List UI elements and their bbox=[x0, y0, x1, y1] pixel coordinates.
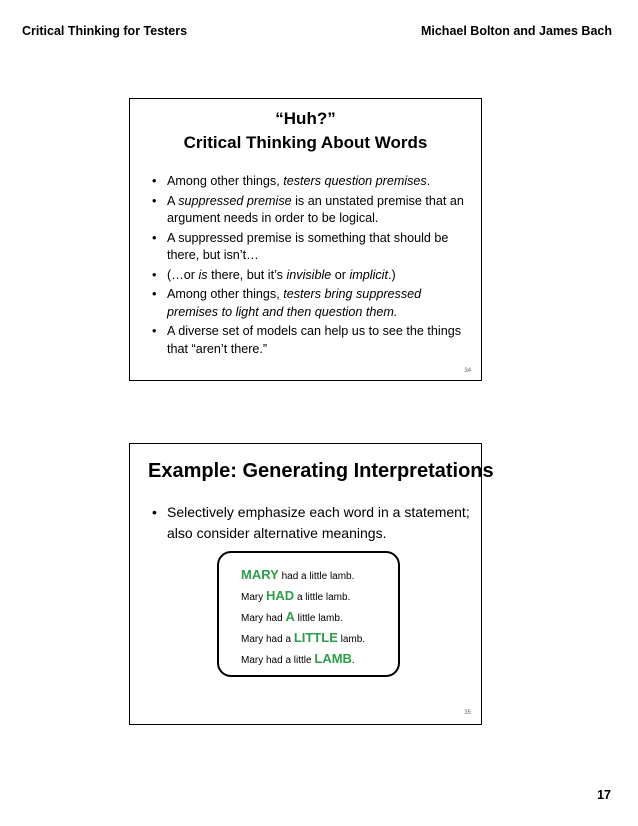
line-text-before: Mary had a little bbox=[241, 655, 315, 666]
emphasized-word: LAMB bbox=[314, 651, 352, 666]
bullet-item bbox=[152, 323, 474, 358]
bullet-text: A diverse set of models can help us to see the things that “aren’t there.” bbox=[167, 324, 462, 356]
line-text-before: Mary had bbox=[241, 613, 286, 624]
interpretation-line bbox=[241, 588, 350, 603]
emphasis-text: invisible bbox=[286, 267, 332, 282]
interpretation-line bbox=[241, 609, 343, 624]
bullet-item bbox=[152, 173, 474, 191]
emphasis-text: is bbox=[198, 267, 208, 282]
bullet-item: • Selectively emphasize each word in a statement; also consider alternative meanings. bbox=[152, 502, 482, 544]
bullet-list bbox=[152, 173, 474, 360]
slide-title-line2: Critical Thinking About Words bbox=[183, 133, 428, 152]
slide-number: 35 bbox=[464, 710, 471, 716]
bullet-text: Among other things, bbox=[167, 174, 284, 188]
bullet-text: . bbox=[426, 174, 431, 188]
slide-number: 34 bbox=[464, 368, 471, 374]
emphasis-text: testers bring suppressed premises to light and then question them. bbox=[167, 287, 422, 319]
slide-35 bbox=[129, 443, 494, 725]
emphasis-text: testers question premises bbox=[283, 174, 427, 188]
emphasized-word: LITTLE bbox=[293, 630, 338, 645]
page-number: 17 bbox=[597, 788, 611, 802]
bullet-text: A suppressed premise is something that should be there, but isn’t… bbox=[167, 230, 449, 262]
bullet-item bbox=[152, 267, 474, 285]
bullet-item bbox=[152, 230, 474, 265]
bullet-text: is an unstated premise that an argument needs in order to be logical. bbox=[167, 193, 464, 225]
bullet-text: Among other things, bbox=[167, 287, 284, 301]
line-text-after: little lamb. bbox=[294, 613, 343, 624]
interpretations-box bbox=[217, 551, 400, 677]
bullet-item bbox=[152, 193, 474, 228]
bullet-text: .) bbox=[387, 267, 396, 282]
slide-34 bbox=[129, 98, 482, 381]
bullet-text: (…or bbox=[167, 267, 199, 282]
header-right-authors: Michael Bolton and James Bach bbox=[420, 24, 612, 38]
emphasis-text: implicit bbox=[349, 267, 388, 282]
line-text-after: lamb. bbox=[337, 634, 366, 645]
interpretation-line bbox=[241, 630, 365, 645]
interpretation-line bbox=[241, 567, 354, 582]
emphasized-word: MARY bbox=[241, 567, 279, 582]
line-text-after: had a little lamb. bbox=[278, 571, 355, 582]
line-text-before: Mary had a bbox=[241, 634, 294, 645]
slide-title-line1: “Huh?” bbox=[275, 109, 336, 128]
bullet-list bbox=[152, 502, 482, 544]
bullet-text: or bbox=[331, 267, 350, 282]
emphasis-text: suppressed premise bbox=[178, 193, 292, 208]
emphasized-word: A bbox=[285, 609, 295, 624]
bullet-text: there, but it’s bbox=[207, 267, 287, 282]
line-text-after: . bbox=[351, 655, 355, 666]
emphasized-word: HAD bbox=[266, 588, 295, 603]
header-left-title: Critical Thinking for Testers bbox=[22, 24, 188, 38]
bullet-text: A bbox=[167, 193, 179, 208]
line-text-after: a little lamb. bbox=[294, 592, 351, 603]
interpretation-line bbox=[241, 651, 355, 666]
bullet-item bbox=[152, 286, 474, 321]
line-text-before: Mary bbox=[241, 592, 266, 603]
slide-title: Example: Generating Interpretations bbox=[148, 460, 494, 482]
